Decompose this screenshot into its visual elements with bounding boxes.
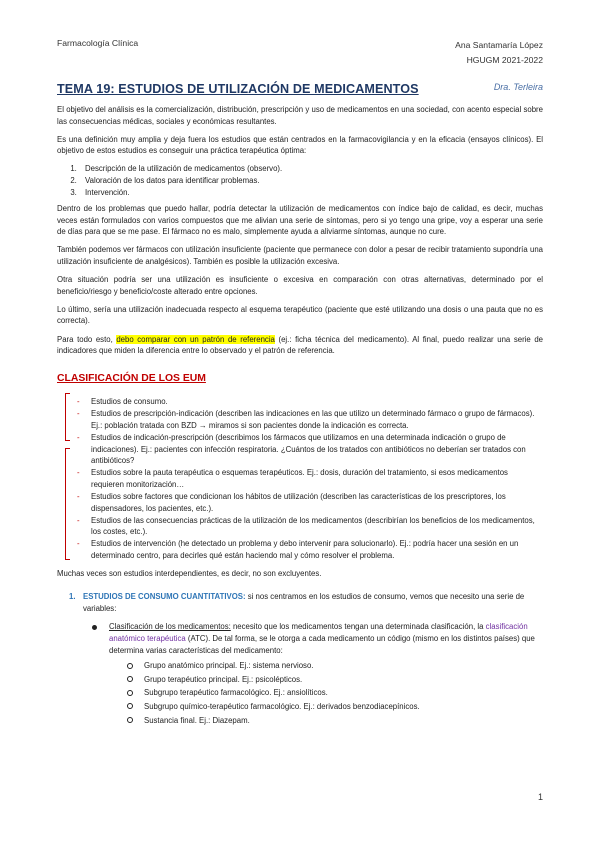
- bullet-icon: [92, 625, 97, 630]
- list-item: - Estudios de indicación-prescripción (describimos los fármacos que utilizamos en una determinada indicación o grupo de indicaciones). Ej.: pacientes con infección respiratoria. ¿Cuántos de los tratados con antibióticos no deberían ser tratados con antibióticos?: [77, 433, 526, 466]
- eum-list-wrapper: [57, 396, 543, 561]
- annotation-bracket-top: [65, 393, 70, 441]
- intro-paragraph-4: También podemos ver fármacos con utilización insuficiente (paciente que permanece con dolor a pesar de recibir tratamiento supondría una utilización insuficiente de analgésicos). También es posible la utilización excesiva.: [57, 245, 543, 267]
- circle-bullet-icon: [127, 663, 133, 669]
- step-item: 1. Descripción de la utilización de medicamentos (observo).: [79, 163, 543, 175]
- steps-list: [57, 163, 543, 198]
- section-heading-clasificacion: CLASIFICACIÓN DE LOS EUM: [57, 372, 206, 384]
- eum-types-list: [57, 396, 543, 561]
- highlighted-text: debo comparar con un patrón de referencia: [116, 334, 275, 344]
- atc-term: clasificación anatómico terapéutica: [109, 622, 528, 643]
- dash-marker: -: [77, 433, 80, 443]
- list-item: Subgrupo químico-terapéutico farmacológico. Ej.: derivados benzodiacepínicos.: [127, 701, 543, 713]
- intro-paragraph-6: Lo último, sería una utilización inadecuada respecto al esquema terapéutico (paciente que esté utilizando una dosis o una pauta que no es correcta).: [57, 304, 543, 326]
- dash-marker: -: [77, 539, 80, 549]
- circle-bullet-icon: [127, 676, 133, 682]
- list-item: - Estudios sobre la pauta terapéutica o esquemas terapéuticos. Ej.: dosis, duración del tratamiento, si esos medicamentos requieren monitorización…: [77, 468, 508, 489]
- document-title: TEMA 19: ESTUDIOS DE UTILIZACIÓN DE MEDICAMENTOS: [57, 82, 419, 96]
- consumo-heading: ESTUDIOS DE CONSUMO CUANTITATIVOS:: [83, 592, 246, 602]
- circle-bullet-icon: [127, 717, 133, 723]
- header-subject: Farmacología Clínica: [57, 38, 139, 48]
- list-item: Sustancia final. Ej.: Diazepam.: [127, 715, 543, 727]
- header-author-block: [455, 38, 543, 68]
- dash-marker: -: [77, 492, 80, 502]
- atc-levels-list: [57, 660, 543, 726]
- list-item: - Estudios de intervención (he detectado un problema y debo intervenir para solucionarlo). Ej.: podría hacer una sesión en un determinado centro, para decirles qué están haciendo mal y cómo resolver el problema.: [77, 539, 519, 560]
- list-item: Subgrupo terapéutico farmacológico. Ej.: ansiolíticos.: [127, 687, 543, 699]
- list-item: Grupo terapéutico principal. Ej.: psicolépticos.: [127, 674, 543, 686]
- consumo-number: 1.: [69, 592, 76, 602]
- consumo-section: [57, 591, 543, 614]
- list-item: - Estudios de consumo.: [77, 397, 168, 407]
- consumo-intro: si nos centramos en los estudios de consumo, vemos que necesito una serie de variables:: [83, 592, 525, 613]
- dash-marker: -: [77, 409, 80, 419]
- list-item: - Estudios de prescripción-indicación (describen las indicaciones en las que utilizo un determinado fármaco o grupo de fármacos). Ej.: población tratada con BZD → miramos si son pacientes donde la indicación es correcta.: [77, 409, 535, 430]
- circle-bullet-icon: [127, 690, 133, 696]
- list-item: Grupo anatómico principal. Ej.: sistema nervioso.: [127, 660, 543, 672]
- professor-name: Dra. Terleira: [493, 82, 543, 92]
- p7-pre: Para todo esto,: [57, 334, 117, 344]
- step-item: 3. Intervención.: [79, 187, 543, 199]
- clasificacion-note: Muchas veces son estudios interdependientes, es decir, no son excluyentes.: [57, 568, 322, 578]
- intro-paragraph-5: Otra situación podría ser una utilización es insuficiente o excesiva en comparación con otras alternativas, determinado por el beneficio/riesgo y beneficio/coste alterado entre opciones.: [57, 275, 543, 296]
- dash-marker: -: [77, 515, 80, 525]
- circle-bullet-icon: [127, 703, 133, 709]
- atc-bullet: Clasificación de los medicamentos: necesito que los medicamentos tengan una determinada clasificación, la clasificación anatómico terapéutica (ATC). De tal forma, se le otorga a cada medicamento un código (mismo en los distintos países) que determina varias características del medicamento:: [57, 621, 543, 656]
- step-item: 2. Valoración de los datos para identificar problemas.: [79, 175, 543, 187]
- title-row: [57, 80, 543, 98]
- p7-post: (ej.: ficha técnica del medicamento). Al final, puedo realizar una serie de indicadores que miden la diferencia entre lo observado y el patrón de referencia.: [57, 334, 544, 356]
- page-number: 1: [537, 792, 543, 802]
- document-body: [57, 104, 543, 728]
- dash-marker: -: [77, 468, 80, 478]
- intro-paragraph-7: [57, 334, 543, 357]
- annotation-bracket-bottom: [65, 448, 70, 560]
- intro-paragraph-2: Es una definición muy amplia y deja fuera los estudios que están centrados en la farmacovigilancia y en la eficacia (ensayos clínicos). El objetivo de estos estudios es conseguir una práctica terapéutica óptima:: [57, 134, 543, 156]
- intro-paragraph-3: Dentro de los problemas que puedo hallar, podría detectar la utilización de medicamentos con índice bajo de calidad, es decir, muchas veces están formulados con varios compuestos que me alivian una serie de síntomas, pero si yo tengo una gripe, voy a esperar una serie de días para que se me pase. El fármaco no es malo, simplemente ayuda a aliviarme síntomas, aunque no cure.: [57, 204, 543, 237]
- atc-bullet-title: Clasificación de los medicamentos:: [109, 622, 231, 632]
- list-item: - Estudios sobre factores que condicionan los hábitos de utilización (describen las características de los prescriptores, los dispensadores, los pacientes, etc.).: [77, 492, 506, 513]
- header-author: Ana Santamaría López: [455, 40, 543, 50]
- intro-paragraph-1: El objetivo del análisis es la comercialización, distribución, prescripción y uso de medicamentos en una sociedad, con acento especial sobre las consecuencias médicas, sociales y económicas resultantes.: [57, 105, 543, 126]
- header-course: HGUGM 2021-2022: [466, 55, 543, 65]
- list-item: - Estudios de las consecuencias prácticas de la utilización de los medicamentos (describirían los beneficios de los medicamentos, los costes, etc.).: [77, 515, 535, 537]
- dash-marker: -: [77, 397, 80, 407]
